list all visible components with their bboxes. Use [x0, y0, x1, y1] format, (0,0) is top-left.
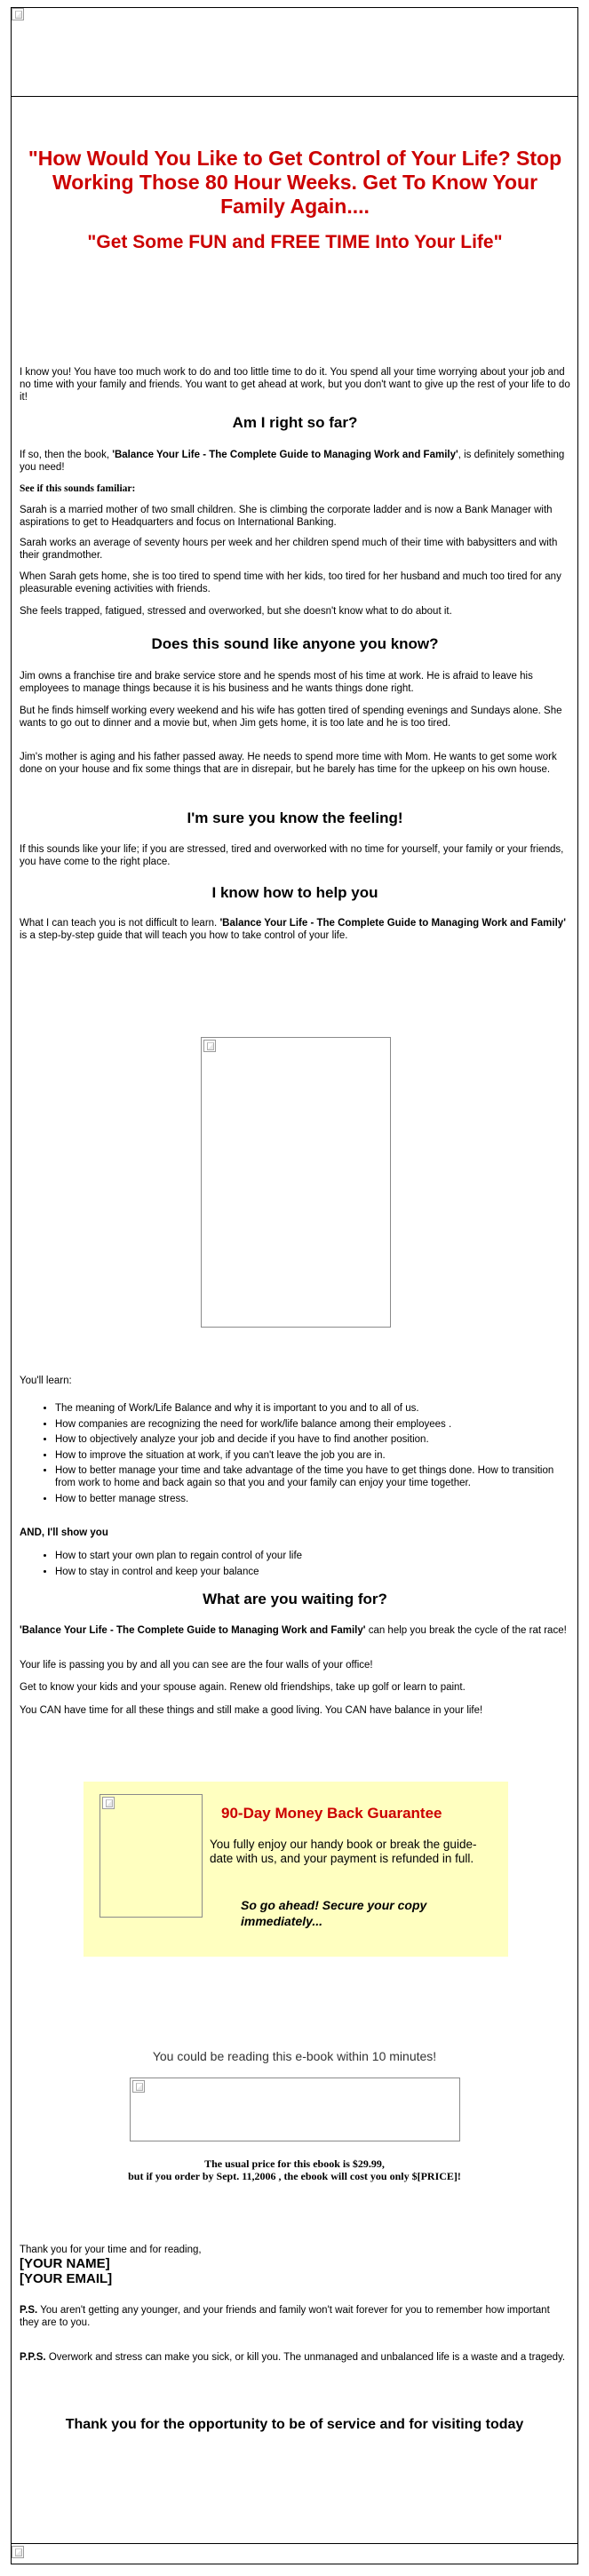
waiting-paragraph-3: Get to know your kids and your spouse again. Renew old friendships, take up golf or learn to paint. — [20, 1682, 466, 1693]
list-item: • How to start your own plan to regain control of your life — [55, 1550, 570, 1562]
heading-know-the-feeling: I'm sure you know the feeling! — [187, 809, 403, 826]
price-line-2: but if you order by Sept. 11,2006 , the ebook will cost you only $[PRICE]! — [128, 2170, 461, 2182]
book-intro-paragraph — [20, 449, 570, 474]
header-banner-image — [12, 8, 577, 97]
read-within-line: You could be reading this e-book within 10 minutes! — [152, 2049, 437, 2063]
text: Overwork and stress can make you sick, or kill you. The unmanaged and unbalanced life is a waste and a tragedy. — [45, 2352, 566, 2363]
text: can help you break the cycle of the rat race! — [365, 1625, 567, 1636]
jim-paragraph-2: But he finds himself working every weekend and his wife has gotten tired of spending evenings and Sundays alone. She wants to go out to dinner and a movie but, when Jim gets home, it is too late and he is too tired. — [20, 706, 562, 729]
broken-image-icon — [102, 1797, 115, 1809]
sarah-paragraph-4: She feels trapped, fatigued, stressed and overworked, but she doesn't know what to do about it. — [20, 606, 452, 617]
heading-waiting-for: What are you waiting for? — [203, 1591, 387, 1607]
list-item: • How to objectively analyze your job and decide if you have to find another position. — [55, 1433, 570, 1446]
ps-label: P.S. — [20, 2305, 38, 2316]
broken-image-icon — [132, 2080, 145, 2093]
book-title: 'Balance Your Life - The Complete Guide to Managing Work and Family' — [219, 918, 566, 929]
heading-sound-like-anyone: Does this sound like anyone you know? — [151, 635, 439, 652]
text: You aren't getting any younger, and your friends and family won't wait forever for you to remember how important they are to you. — [20, 2305, 550, 2328]
list-item: • How to better manage your time and take advantage of the time you have to get things done. How to transition from work to home and back again so that you and your family can enjoy your time together. — [55, 1464, 570, 1489]
list-item: • How companies are recognizing the need for work/life balance among their employees . — [55, 1418, 570, 1431]
text: What I can teach you is not difficult to learn. — [20, 918, 220, 929]
text: is a step-by-step guide that will teach you how to take control of your life. — [20, 930, 348, 941]
heading-help-you: I know how to help you — [211, 884, 378, 901]
learn-intro: You'll learn: — [20, 1376, 72, 1386]
book-title: 'Balance Your Life - The Complete Guide to Managing Work and Family' — [20, 1625, 366, 1636]
feeling-paragraph: If this sounds like your life; if you are stressed, tired and overworked with no time for yourself, your family or your friends, you have come to the right place. — [20, 844, 564, 867]
book-title: 'Balance Your Life - The Complete Guide to Managing Work and Family' — [112, 450, 458, 460]
heading-am-i-right: Am I right so far? — [232, 414, 358, 431]
intro-paragraph: I know you! You have too much work to do and too little time to do it. You spend all your time worrying about your job and no time with your family and friends. You want to get ahead at work, but you don't want to give up the rest of your life to do it! — [20, 367, 570, 403]
signature-block — [20, 2244, 570, 2286]
guarantee-title: 90-Day Money Back Guarantee — [221, 1805, 442, 1822]
pps-label: P.P.S. — [20, 2352, 46, 2363]
list-item: • How to improve the situation at work, if you can't leave the job you are in. — [55, 1449, 570, 1462]
your-name: [YOUR NAME] — [20, 2256, 110, 2271]
list-item: • The meaning of Work/Life Balance and why it is important to you and to all of us. — [55, 1402, 570, 1415]
order-button-image[interactable] — [130, 2078, 460, 2141]
text: If so, then the book, — [20, 450, 113, 460]
sarah-paragraph-2: Sarah works an average of seventy hours per week and her children spend much of their time with babysitters and with their grandmother. — [20, 538, 558, 561]
headline-block — [20, 147, 570, 254]
ebook-cover-image — [201, 1037, 391, 1328]
list-item: • How to better manage stress. — [55, 1493, 570, 1505]
waiting-paragraph-4: You CAN have time for all these things and still make a good living. You CAN have balance in your life! — [20, 1705, 483, 1716]
guarantee-seal-image — [99, 1794, 203, 1918]
broken-image-icon — [203, 1040, 216, 1052]
price-block — [0, 2157, 589, 2182]
final-thanks: Thank you for the opportunity to be of service and for visiting today — [65, 2417, 524, 2432]
guarantee-cta: So go ahead! Secure your copy immediately... — [241, 1898, 427, 1928]
sarah-paragraph-1: Sarah is a married mother of two small children. She is climbing the corporate ladder and is now a Bank Manager with aspirations to get to Headquarters and focus on International Banking. — [20, 505, 553, 528]
waiting-paragraph-2: Your life is passing you by and all you can see are the four walls of your office! — [20, 1660, 373, 1671]
show-you-list — [20, 1550, 570, 1581]
familiar-label: See if this sounds familiar: — [20, 483, 136, 494]
jim-paragraph-3: Jim's mother is aging and his father passed away. He needs to spend more time with Mom. He wants to get some work done on your house and fix some things that are in disrepair, but he barely has time for the upkeep on his own house. — [20, 752, 557, 775]
subheadline: "Get Some FUN and FREE TIME Into Your Life" — [87, 232, 503, 252]
waiting-paragraph-1 — [20, 1624, 570, 1637]
list-item: • How to stay in control and keep your balance — [55, 1566, 570, 1578]
your-email: [YOUR EMAIL] — [20, 2271, 113, 2286]
ps-paragraph — [20, 2304, 570, 2329]
and-show-you-label: AND, I'll show you — [20, 1527, 108, 1538]
learn-list — [20, 1402, 570, 1508]
price-line-1: The usual price for this ebook is $29.99, — [204, 2157, 385, 2170]
pps-paragraph — [20, 2351, 570, 2364]
thanks-reading: Thank you for your time and for reading, — [20, 2245, 202, 2255]
footer-banner-image — [12, 2543, 577, 2564]
broken-image-icon — [12, 8, 24, 20]
guarantee-body: You fully enjoy our handy book or break the guide-date with us, and your payment is refunded in full. — [210, 1838, 477, 1865]
help-paragraph — [20, 917, 570, 942]
sarah-paragraph-3: When Sarah gets home, she is too tired to spend time with her kids, too tired for her husband and much too tired for any pleasurable evening activities with friends. — [20, 571, 561, 594]
guarantee-box — [84, 1782, 508, 1957]
text: , is definitely something you need! — [20, 450, 565, 473]
broken-image-icon — [12, 2546, 24, 2558]
headline: "How Would You Like to Get Control of Your Life? Stop Working Those 80 Hour Weeks. Get To Know Your Family Again.... — [28, 147, 562, 218]
jim-paragraph-1: Jim owns a franchise tire and brake service store and he spends most of his time at work. He is afraid to leave his employees to manage things because it is his business and he wants things done right. — [20, 671, 533, 694]
